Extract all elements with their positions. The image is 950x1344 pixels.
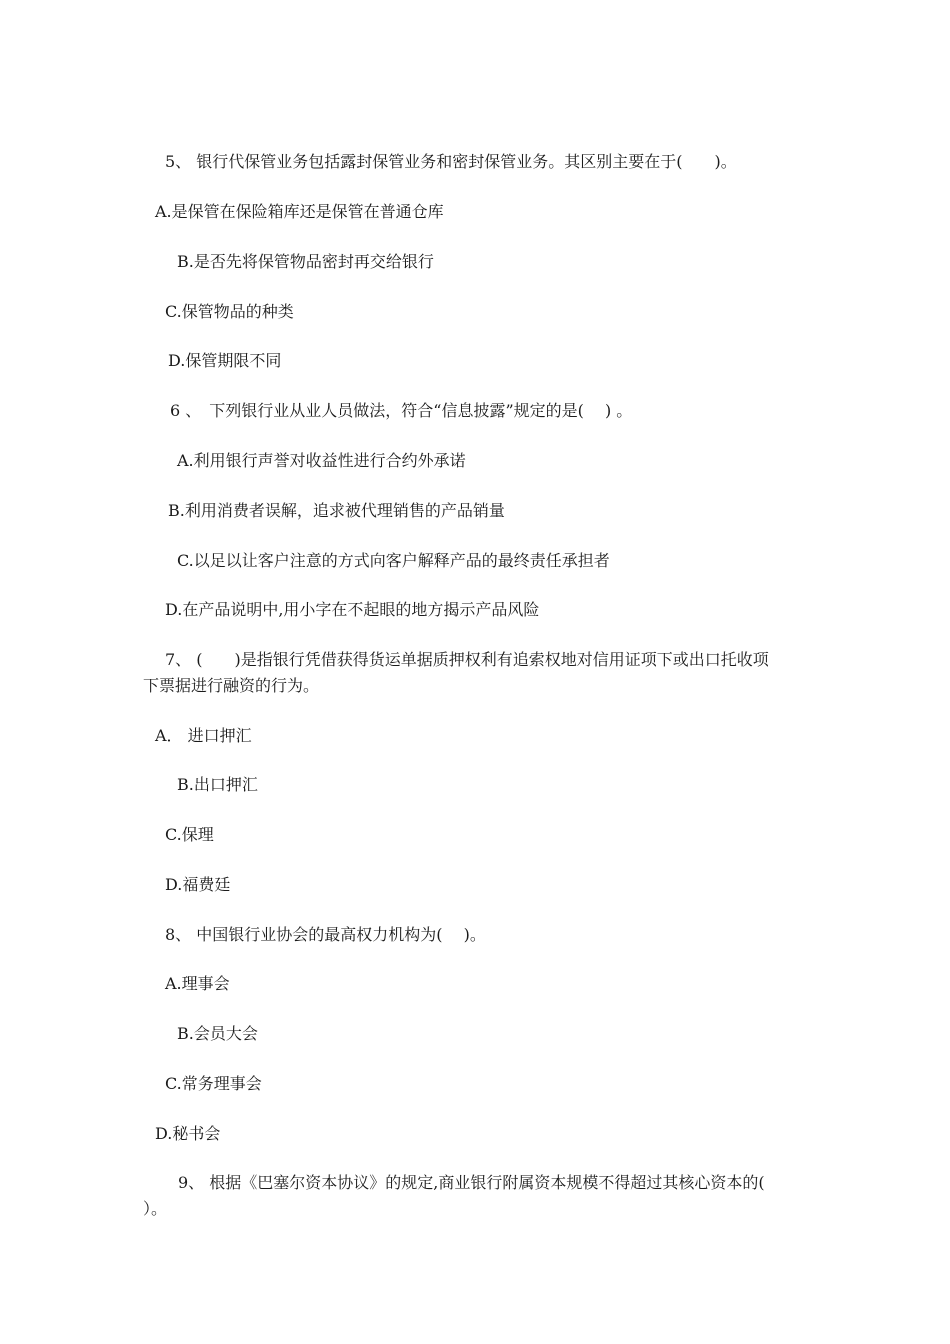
question-8-option-b: B.会员大会 <box>177 1024 258 1043</box>
question-7-option-d: D.福费廷 <box>165 875 231 894</box>
question-7-stem-line-2: 下票据进行融资的行为。 <box>143 676 320 695</box>
question-7-option-a: A． 进口押汇 <box>155 726 252 745</box>
question-8-stem: 8、 中国银行业协会的最高权力机构为( )。 <box>165 925 486 944</box>
question-6-option-c: C.以足以让客户注意的方式向客户解释产品的最终责任承担者 <box>177 551 610 570</box>
question-9-stem-line-2: ）。 <box>143 1199 168 1218</box>
question-8-option-a: A.理事会 <box>165 974 230 993</box>
question-5-option-b: B.是否先将保管物品密封再交给银行 <box>177 252 434 271</box>
question-6-option-a: A.利用银行声誉对收益性进行合约外承诺 <box>177 451 466 470</box>
question-7-option-b: B.出口押汇 <box>177 775 258 794</box>
question-5-option-d: D.保管期限不同 <box>168 351 282 370</box>
question-6-option-d: D.在产品说明中,用小字在不起眼的地方揭示产品风险 <box>165 600 540 619</box>
question-5-option-a: A.是保管在保险箱库还是保管在普通仓库 <box>155 202 444 221</box>
question-5-option-c: C.保管物品的种类 <box>165 302 294 321</box>
question-5-stem: 5、 银行代保管业务包括露封保管业务和密封保管业务。其区别主要在于( )。 <box>165 152 737 171</box>
question-6-stem: 6 、 下列银行业从业人员做法，符合“信息披露”规定的是( ) 。 <box>170 401 633 420</box>
question-8-option-d: D.秘书会 <box>155 1124 221 1143</box>
question-7-option-c: C.保理 <box>165 825 214 844</box>
question-7-stem-line-1: 7、 ( )是指银行凭借获得货运单据质押权利有追索权地对信用证项下或出口托收项 <box>165 650 769 669</box>
question-6-option-b: B.利用消费者误解，追求被代理销售的产品销量 <box>168 501 505 520</box>
question-8-option-c: C.常务理事会 <box>165 1074 262 1093</box>
question-9-stem-line-1: 9、 根据《巴塞尔资本协议》的规定,商业银行附属资本规模不得超过其核心资本的( <box>178 1173 765 1192</box>
